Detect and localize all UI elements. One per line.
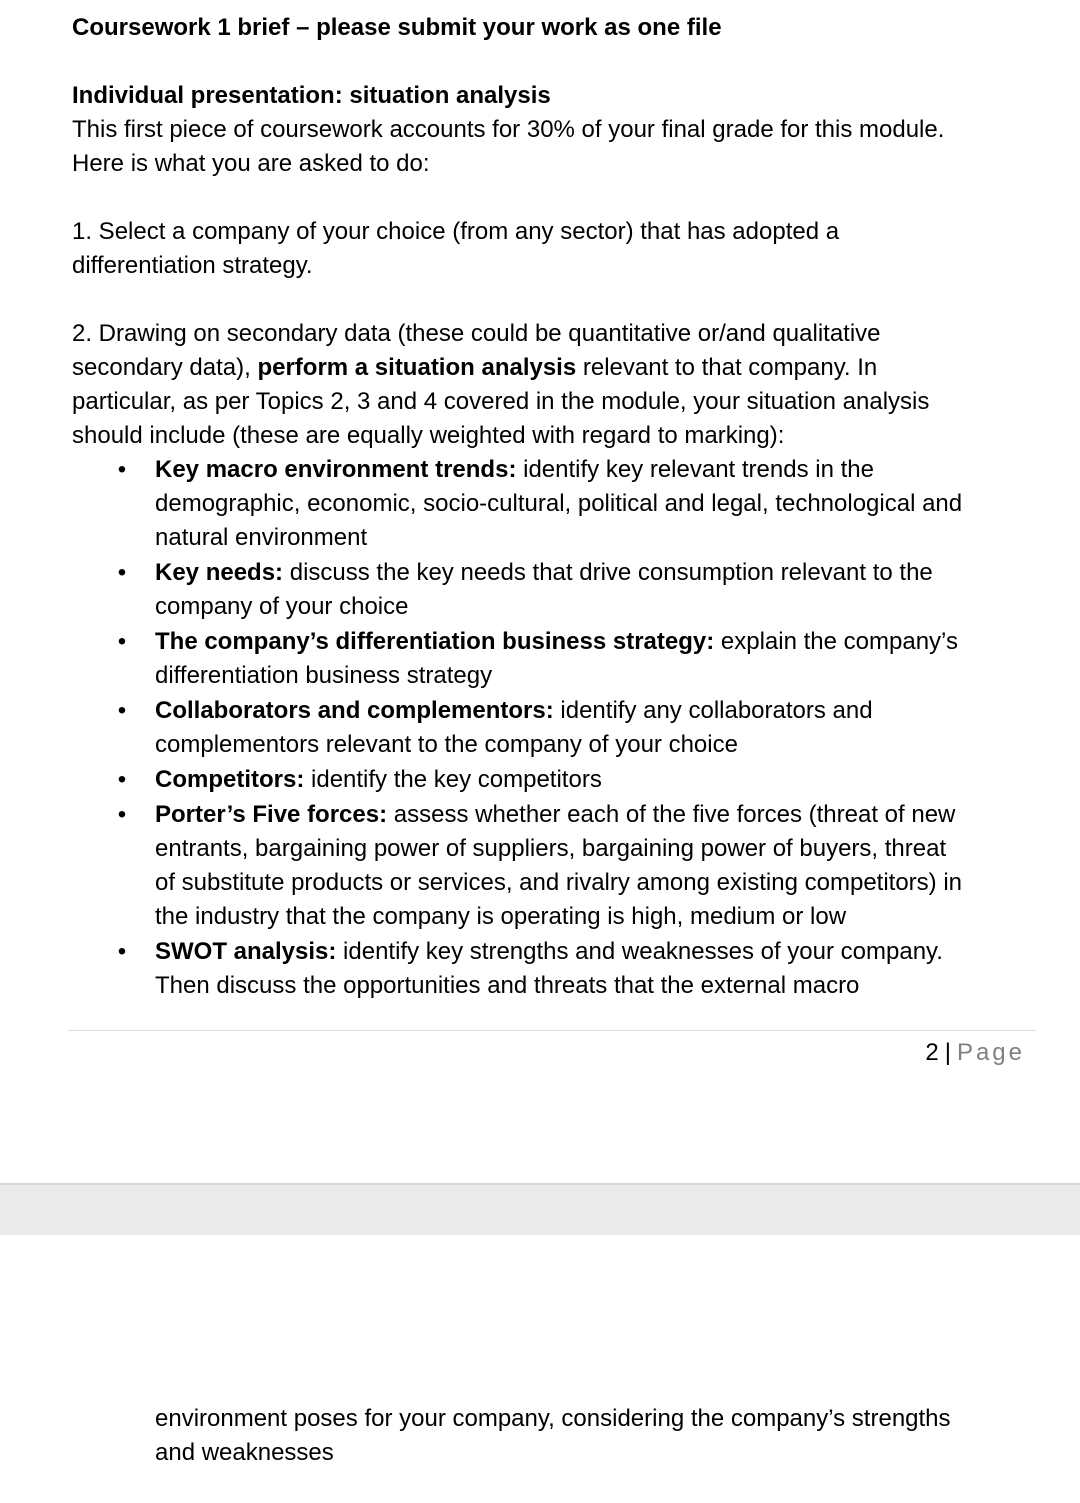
step-2-line: 2. Drawing on secondary data (these could be quantitative or/and qualitative (72, 320, 881, 347)
continuation-paragraph (155, 1402, 1035, 1470)
criterion-text: identify key strengths and weaknesses of your company. (336, 938, 943, 965)
list-item (72, 625, 1032, 693)
step-1-line: differentiation strategy. (72, 252, 313, 279)
step-2-line: particular, as per Topics 2, 3 and 4 covered in the module, your situation analysis (72, 388, 930, 415)
list-item (72, 935, 1032, 1003)
criterion-title: The company’s differentiation business strategy: (155, 628, 715, 655)
page-body (72, 8, 1032, 1004)
step-2-paragraph (72, 317, 1032, 453)
brief-title: Coursework 1 brief – please submit your work as one file (72, 14, 722, 41)
section-title: Individual presentation: situation analysis (72, 82, 551, 109)
step-2-text: secondary data), (72, 354, 258, 381)
footer-divider (68, 1030, 1036, 1031)
intro-line: This first piece of coursework accounts for 30% of your final grade for this module. (72, 116, 945, 143)
criterion-text: the industry that the company is operating is high, medium or low (155, 903, 847, 930)
bullet-icon: • (117, 697, 127, 724)
bullet-icon: • (117, 938, 127, 965)
page-break-gap (0, 1183, 1080, 1235)
criterion-text: complementors relevant to the company of your choice (155, 731, 738, 758)
step-2-line: should include (these are equally weighted with regard to marking): (72, 422, 785, 449)
bullet-icon: • (117, 559, 127, 586)
criterion-title: Porter’s Five forces: (155, 801, 388, 828)
criterion-title: Key macro environment trends: (155, 456, 517, 483)
bullet-icon: • (117, 801, 127, 828)
criteria-list (72, 453, 1032, 1003)
criterion-title: SWOT analysis: (155, 938, 337, 965)
criterion-text: of substitute products or services, and rivalry among existing competitors) in (155, 869, 963, 896)
page-number (925, 1036, 1025, 1070)
intro-line: Here is what you are asked to do: (72, 150, 430, 177)
criterion-text: explain the company’s (714, 628, 958, 655)
list-item (72, 453, 1032, 555)
criterion-text: natural environment (155, 524, 368, 551)
intro-paragraph (72, 113, 1032, 181)
step-2-text: relevant to that company. In (576, 354, 878, 381)
continuation-line: and weaknesses (155, 1439, 334, 1466)
criterion-text: identify the key competitors (304, 766, 602, 793)
criterion-text: company of your choice (155, 593, 409, 620)
list-item (72, 556, 1032, 624)
bullet-icon: • (117, 628, 127, 655)
page-number-value: 2 (925, 1039, 939, 1066)
criterion-text: identify key relevant trends in the (516, 456, 874, 483)
criterion-title: Competitors: (155, 766, 305, 793)
criterion-title: Key needs: (155, 559, 284, 586)
criterion-text: differentiation business strategy (155, 662, 493, 689)
page-label: Page (956, 1039, 1025, 1066)
bullet-icon: • (117, 766, 127, 793)
criterion-text: assess whether each of the five forces (threat of new (387, 801, 956, 828)
criterion-text: Then discuss the opportunities and threats that the external macro (155, 972, 860, 999)
continuation-line: environment poses for your company, considering the company’s strengths (155, 1405, 951, 1432)
page-number-separator: | (944, 1039, 951, 1066)
criterion-text: entrants, bargaining power of suppliers, bargaining power of buyers, threat (155, 835, 947, 862)
criterion-text: identify any collaborators and (553, 697, 873, 724)
list-item (72, 763, 1032, 797)
step-2-line (72, 354, 877, 381)
bullet-icon: • (117, 456, 127, 483)
criterion-text: discuss the key needs that drive consumption relevant to the (283, 559, 933, 586)
list-item (72, 694, 1032, 762)
step-2-emphasis: perform a situation analysis (257, 354, 577, 381)
step-1-line: 1. Select a company of your choice (from any sector) that has adopted a (72, 218, 840, 245)
step-1-paragraph (72, 215, 1032, 283)
criterion-text: demographic, economic, socio-cultural, political and legal, technological and (155, 490, 963, 517)
criterion-title: Collaborators and complementors: (155, 697, 554, 724)
list-item (72, 798, 1032, 934)
document-page-2 (0, 1235, 1080, 1503)
